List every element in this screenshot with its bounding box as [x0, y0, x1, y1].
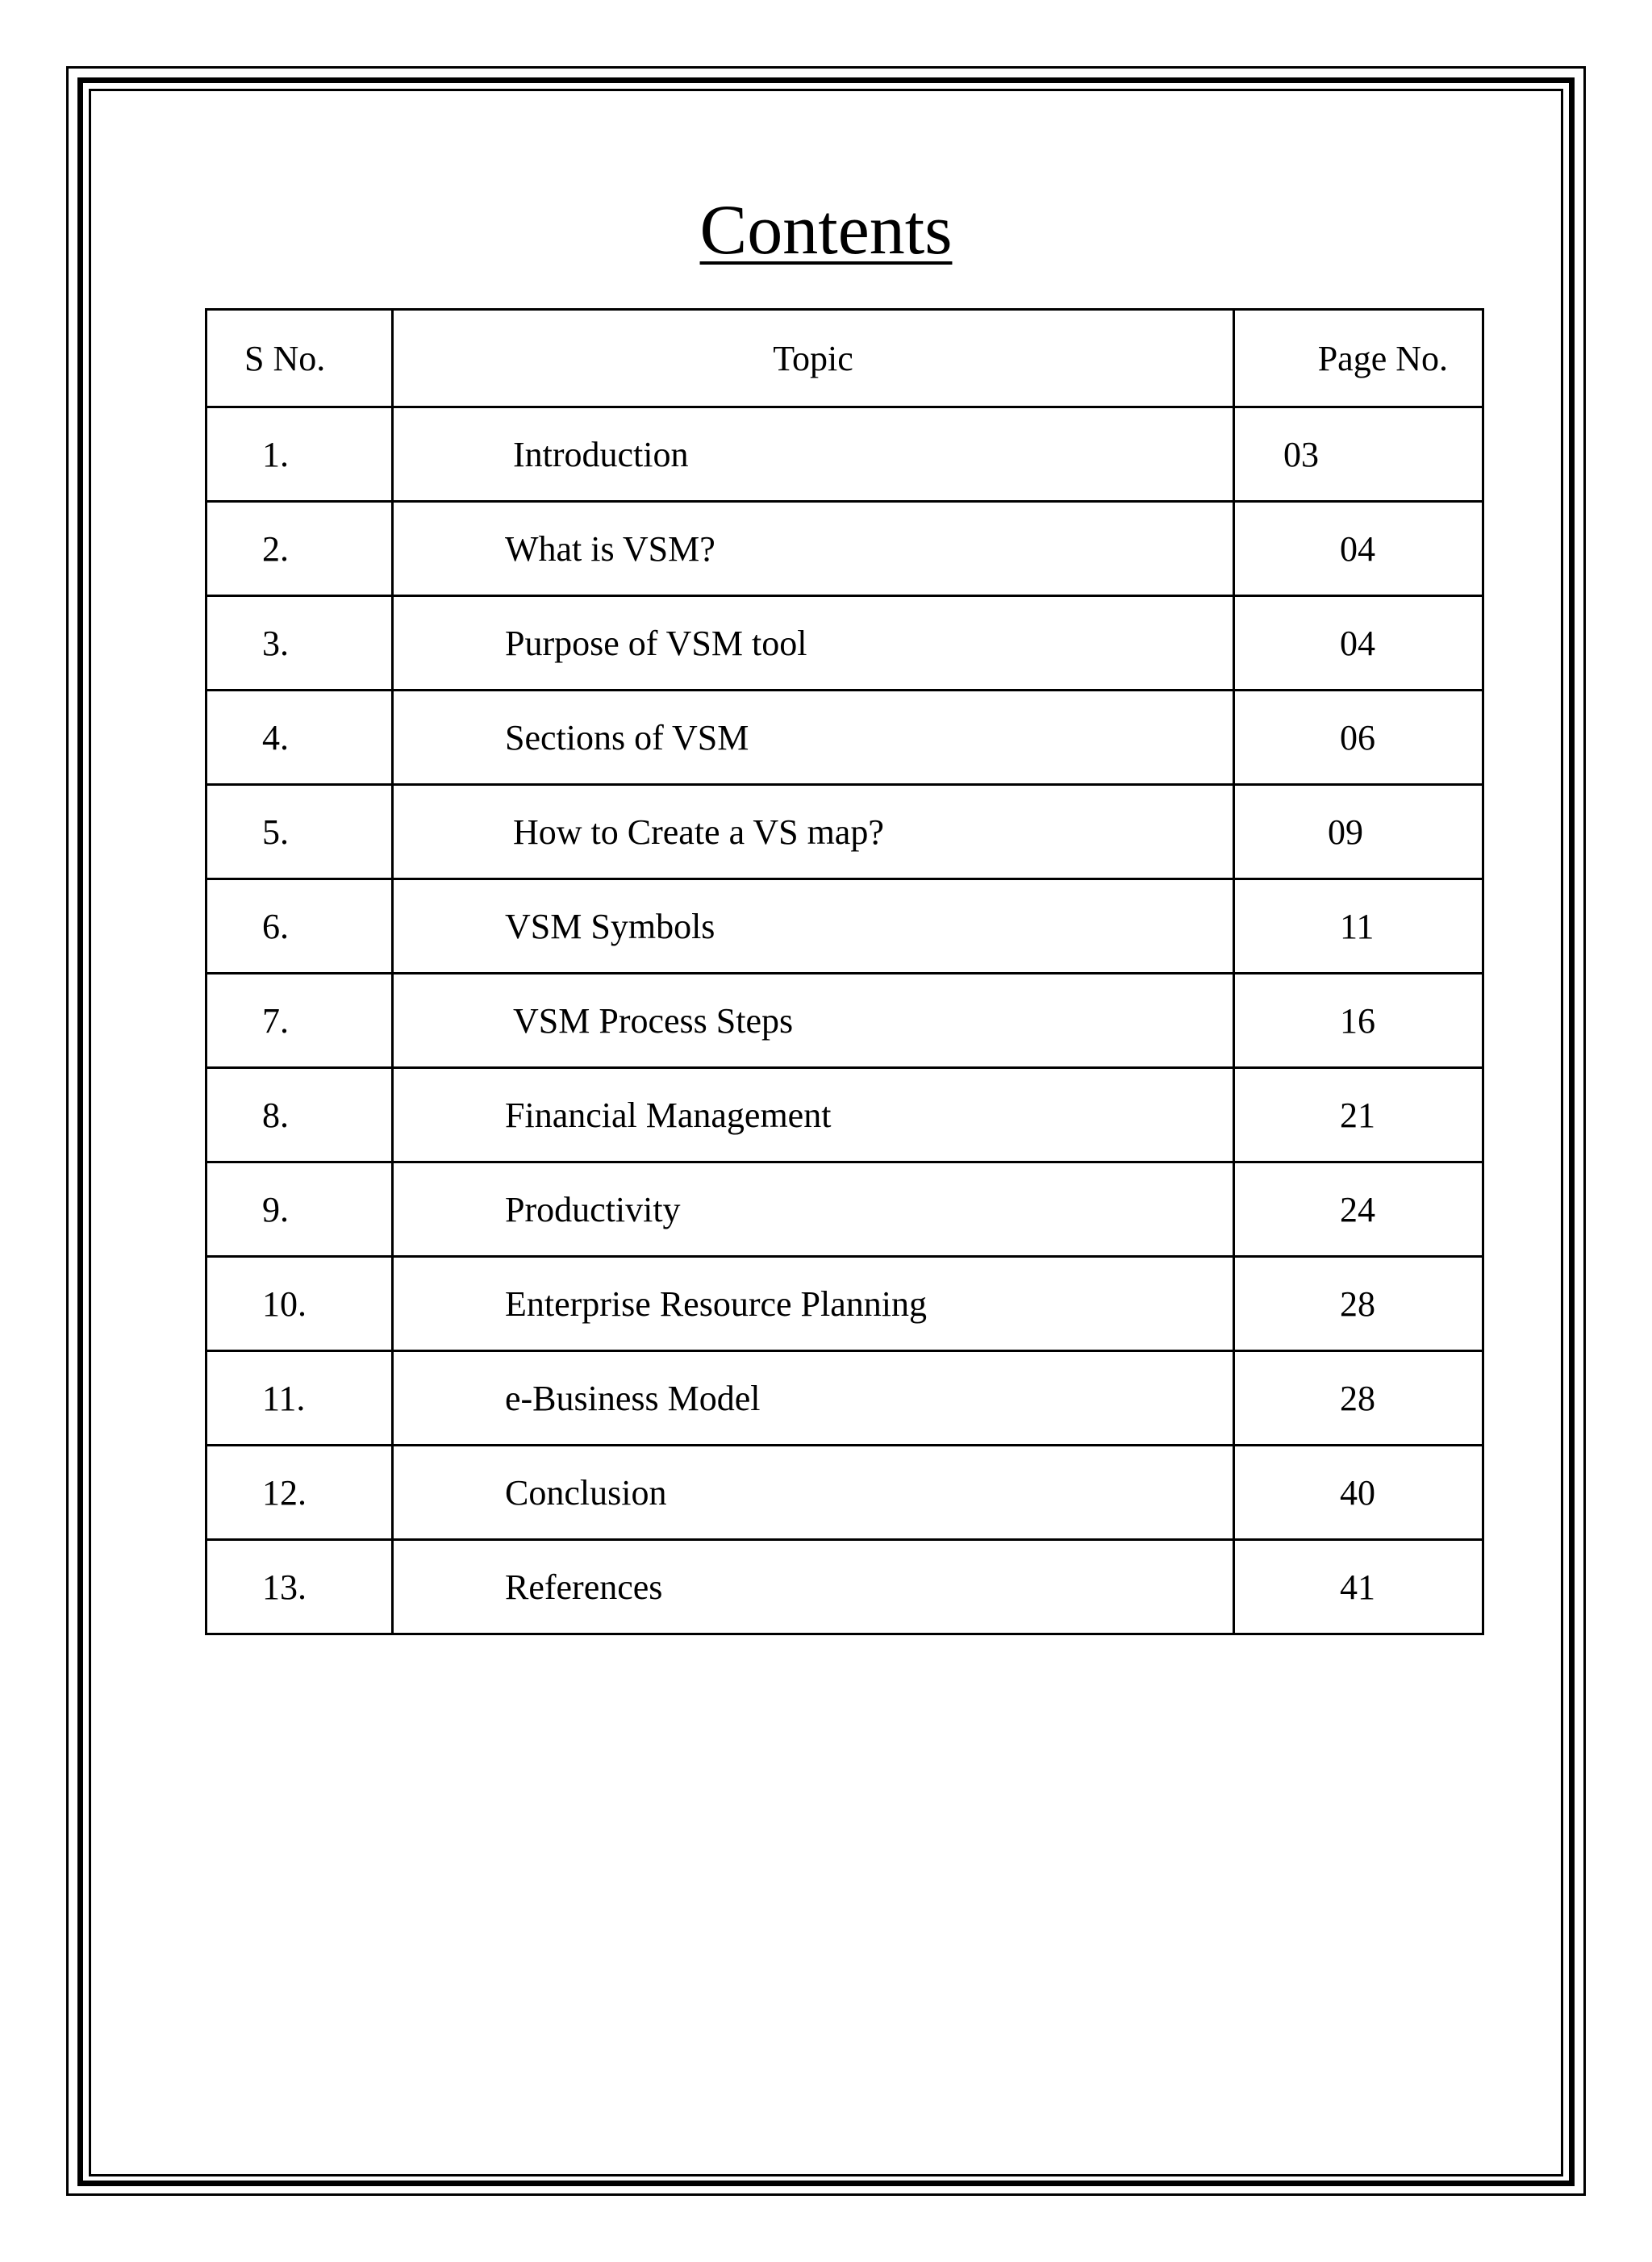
row-topic: VSM Process Steps	[393, 974, 1234, 1068]
row-serial-number: 3.	[206, 596, 393, 691]
table-header-row	[206, 310, 1483, 407]
row-page-number: 28	[1234, 1257, 1483, 1351]
row-topic: Sections of VSM	[393, 691, 1234, 785]
row-topic: Productivity	[393, 1162, 1234, 1257]
table-row	[206, 879, 1483, 974]
table-row	[206, 1162, 1483, 1257]
table-row	[206, 502, 1483, 596]
row-page-number: 03	[1234, 407, 1483, 502]
row-page-number: 41	[1234, 1540, 1483, 1634]
table-row	[206, 1257, 1483, 1351]
row-page-number: 04	[1234, 502, 1483, 596]
table-row	[206, 596, 1483, 691]
row-topic: What is VSM?	[393, 502, 1234, 596]
table-row	[206, 1068, 1483, 1162]
row-topic: e-Business Model	[393, 1351, 1234, 1446]
table-row	[206, 1540, 1483, 1634]
row-serial-number: 7.	[206, 974, 393, 1068]
row-serial-number: 13.	[206, 1540, 393, 1634]
row-topic: Purpose of VSM tool	[393, 596, 1234, 691]
contents-table	[205, 308, 1484, 1635]
row-page-number: 21	[1234, 1068, 1483, 1162]
row-serial-number: 9.	[206, 1162, 393, 1257]
header-serial-number: S No.	[206, 310, 393, 407]
row-page-number: 09	[1234, 785, 1483, 879]
table-row	[206, 1446, 1483, 1540]
row-serial-number: 2.	[206, 502, 393, 596]
row-topic: References	[393, 1540, 1234, 1634]
row-page-number: 11	[1234, 879, 1483, 974]
row-serial-number: 8.	[206, 1068, 393, 1162]
table-row	[206, 785, 1483, 879]
table-row	[206, 691, 1483, 785]
row-serial-number: 1.	[206, 407, 393, 502]
header-page-number: Page No.	[1234, 310, 1483, 407]
row-serial-number: 10.	[206, 1257, 393, 1351]
row-topic: Financial Management	[393, 1068, 1234, 1162]
table-row	[206, 974, 1483, 1068]
row-page-number: 16	[1234, 974, 1483, 1068]
row-serial-number: 4.	[206, 691, 393, 785]
row-topic: VSM Symbols	[393, 879, 1234, 974]
row-page-number: 24	[1234, 1162, 1483, 1257]
row-page-number: 40	[1234, 1446, 1483, 1540]
row-topic: Enterprise Resource Planning	[393, 1257, 1234, 1351]
row-topic: Conclusion	[393, 1446, 1234, 1540]
row-serial-number: 6.	[206, 879, 393, 974]
row-serial-number: 12.	[206, 1446, 393, 1540]
table-row	[206, 407, 1483, 502]
row-topic: Introduction	[393, 407, 1234, 502]
row-serial-number: 11.	[206, 1351, 393, 1446]
table-row	[206, 1351, 1483, 1446]
row-page-number: 28	[1234, 1351, 1483, 1446]
row-page-number: 04	[1234, 596, 1483, 691]
header-topic: Topic	[393, 310, 1234, 407]
row-page-number: 06	[1234, 691, 1483, 785]
row-serial-number: 5.	[206, 785, 393, 879]
page-title: Contents	[699, 191, 953, 269]
row-topic: How to Create a VS map?	[393, 785, 1234, 879]
